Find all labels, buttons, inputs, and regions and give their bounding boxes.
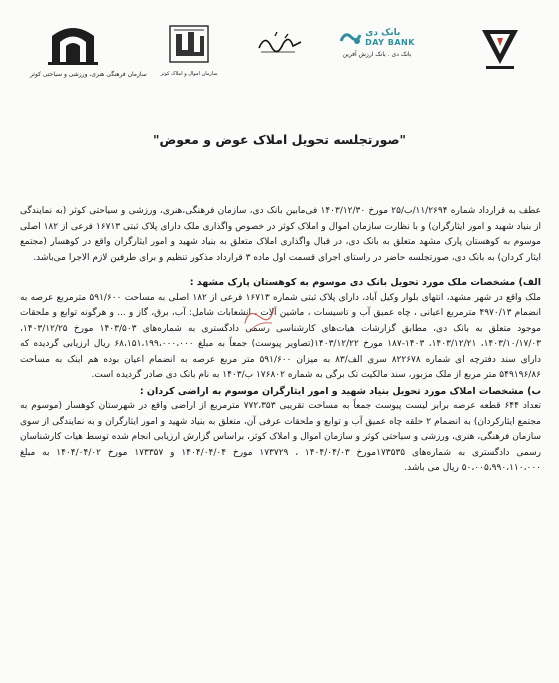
- martyr-foundation-emblem-icon: [478, 24, 522, 72]
- handwritten-signature-icon: [255, 30, 305, 56]
- basmele-signature: [255, 30, 305, 60]
- kowsar-cultural-logo: [30, 22, 147, 79]
- kowsar-property-logo: [150, 22, 228, 78]
- kowsar-emblem-icon: [30, 22, 116, 67]
- section-b-body: تعداد ۶۴۴ قطعه عرصه برابر لیست پیوست جمعاً به مساحت تقریبی ۷۷۲،۳۵۳ مترمربع از اراضی واقع در شهرستان کوهسار (موسوم به مجتمع ایثارکردان) به انضمام ۲ حلقه چاه عمیق آب و توابع و ملحقات عرفی آن، متعلق به بنیاد شهید و امور ایثارگران و به نمایندگی از سوی سازمان فرهنگی، هنری، ورزشی و سیاحتی کوثر و سازمان اموال و املاک کوثر، براساس گزارش ارزیابی انجام شده توسط هیات کارشناسان رسمی دادگستری به شماره‌های ۱۷۳۵۳۵مورخ ۱۴۰۴/۰۴/۰۳ ، ۱۷۳۷۲۹ مورخ ۱۴۰۴/۰۴/۰۴ و ۱۷۳۳۵۷ مورخ ۱۴۰۴/۰۴/۰۲ به مبلغ ۵۰،۰۰۵،۹۹۰،۱۱۰،۰۰۰ ریال می باشد.: [20, 401, 541, 473]
- section-b-heading: ب) مشخصات املاک مورد تحویل بنیاد شهید و امور ایثارگران موسوم به اراضی کردان :: [139, 385, 541, 397]
- day-bank-logo: [322, 28, 432, 59]
- kowsar-property-caption: سازمان اموال و املاک کوثر: [160, 71, 218, 77]
- martyr-foundation-logo: [478, 24, 522, 76]
- calligraphy-emblem-icon: [150, 22, 228, 66]
- document-body: [20, 204, 541, 477]
- intro-paragraph: عطف به قرارداد شماره ۱۱/۲۶۹۴/ب/۲۵ مورخ ۱۴۰۳/۱۲/۳۰ فی‌مابین بانک دی، سازمان فرهنگی،هنری، ورزشی و سیاحتی کوثر (به نمایندگی از بنیاد شهید و امور ایثارگران) و با نظارت سازمان اموال و املاک کوثر در خصوص واگذاری ملک دارای پلاک ثبتی ۱۶۷۱۳ فرعی از ۱۸۲ اصلی موسوم به کوهستان پارک مشهد متعلق به بانک دی، در قبال واگذاری املاک متعلق به بنیاد شهید و امور ایثارگران واقع در کوهسار (مجتمع ایثار کردان) به بانک دی، صورتجلسه حاضر در راستای اجرای قسمت اول ماده ۳ قرارداد مذکور تنظیم و برای طرفین لازم الاجرا می‌باشد.: [20, 206, 542, 263]
- bank-name-en: DAY BANK: [365, 38, 415, 47]
- document-title: "صورتجلسه تحویل املاک عوض و معوض": [152, 132, 407, 147]
- bank-name-fa: بانک دی: [365, 28, 401, 38]
- section-a-body: ملک واقع در شهر مشهد، انتهای بلوار وکیل آباد، دارای پلاک ثبتی شماره ۱۶۷۱۳ فرعی از ۱۸۲ اصلی به مساحت ۵۹۱/۶۰۰ مترمربع عرصه به انضمام ۴۹۷۰/۱۳ مترمربع اعیانی ، چاه عمیق آب و تاسیسات ، ماشین آلات ، انشعابات شامل: آب، برق، گاز و ... و هرگونه توابع و ملحقات موجود متعلق به بانک دی، مطابق گزارشات هیات‌های کارشناسی رسمی دادگستری به شماره‌های ۱۴۰۳/۵۰۳ مورخ ۱۴۰۳/۱۲/۲۵، ۱۴۰۳/۱۰/۱۷/۰۳، ۱۴۰۳/۱۲/۲۱، ۱۴۰۳-۱۸۷ مورخ ۱۴۰۳/۱۲/۲۲(تصاویر پیوست) جمعاً به مبلغ ۶۸،۱۵۱،۱۹۹،۰۰۰،۰۰۰ ریال ارزیابی گردیده که دارای سند دفترچه ای شماره ۸۲۲۶۷۸ سری الف/۸۳ به میزان ۵۹۱/۶۰۰ متر مربع عرصه به انضمام اعیان بوده هم اینک به مساحت ۵۴۹۱۹۶/۸۶ متر مربع از ملک مزبور، سند مالکیت تک برگی به شماره ۱۷۶۸۰۲ ب/۱۴۰۳ به نام بانک دی صادر گردیده است.: [20, 292, 542, 380]
- section-a-heading: الف) مشخصات ملک مورد تحویل بانک دی موسوم به کوهستان پارک مشهد :: [189, 277, 541, 288]
- letterhead: [0, 22, 559, 97]
- day-bank-symbol-icon: [339, 29, 361, 47]
- kowsar-cultural-caption: سازمان فرهنگی هنری، ورزشی و سیاحتی کوثر: [30, 71, 147, 78]
- bank-tagline: بانک دی . بانک ارزش آفرین: [342, 51, 412, 58]
